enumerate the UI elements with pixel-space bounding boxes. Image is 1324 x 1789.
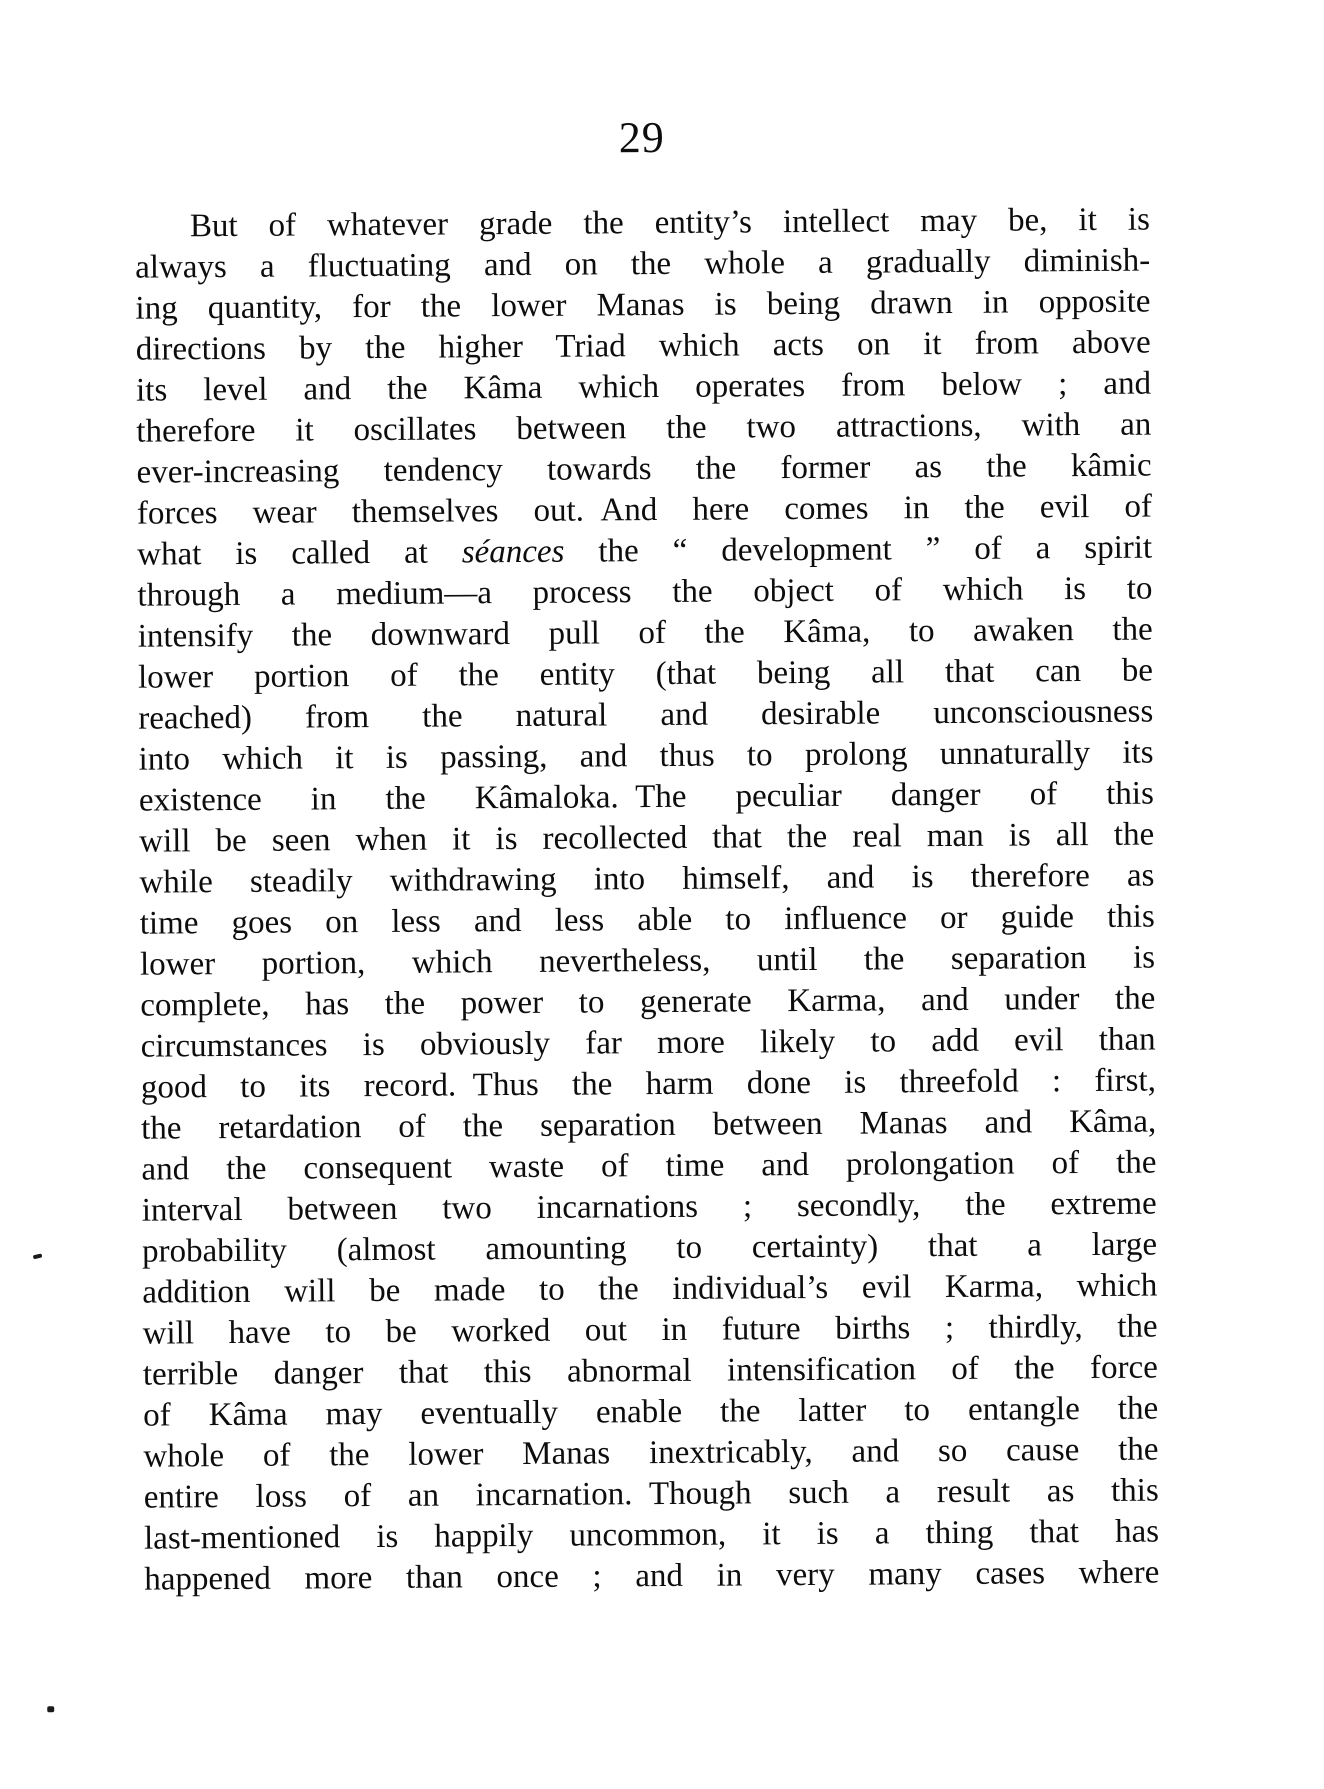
text-line — [136, 446, 1151, 494]
text-line — [135, 200, 1150, 248]
text-line — [138, 651, 1153, 699]
text-line — [143, 1430, 1158, 1478]
text-segment: always a fluctuating and on the whole a gradually diminish- — [135, 242, 1151, 286]
text-segment: what is called at — [137, 534, 462, 573]
text-line — [135, 282, 1150, 330]
text-segment: lower portion of the entity (that being all that can be — [137, 652, 1154, 696]
text-segment: into which it is passing, and thus to prolong unnaturally its — [138, 734, 1154, 778]
text-line — [140, 938, 1155, 986]
text-segment: the retardation of the separation between Manas and Kâma, — [141, 1103, 1157, 1147]
text-line — [144, 1553, 1159, 1601]
text-line — [135, 241, 1150, 289]
text-segment: probability (almost amounting to certainty) that a large — [141, 1226, 1158, 1270]
text-segment: circumstances is obviously far more likely to add evil than — [140, 1021, 1156, 1065]
text-segment: complete, has the power to generate Karma, and under the — [140, 980, 1156, 1024]
text-line — [140, 1020, 1155, 1068]
italic-word: séances — [461, 533, 565, 571]
text-line — [136, 323, 1151, 371]
text-segment: the “ development ” of a spirit — [564, 529, 1153, 570]
text-line — [136, 405, 1151, 453]
text-segment: ing quantity, for the lower Manas is being drawn in opposite — [135, 283, 1151, 327]
text-line — [137, 528, 1152, 576]
text-segment: therefore it oscillates between the two attractions, with an — [136, 406, 1152, 450]
text-line — [140, 897, 1155, 945]
text-segment: entire loss of an incarnation. Though such a result as this — [143, 1472, 1159, 1516]
text-segment: its level and the Kâma which operates from below ; and — [135, 365, 1152, 409]
text-segment: terrible danger that this abnormal intensification of the force — [142, 1349, 1159, 1393]
text-segment: will have to be worked out in future births ; thirdly, the — [142, 1308, 1158, 1352]
text-line — [143, 1348, 1158, 1396]
text-segment: lower portion, which nevertheless, until the separation is — [139, 939, 1156, 983]
text-segment: and the consequent waste of time and prolongation of the — [141, 1144, 1157, 1188]
text-line — [137, 569, 1152, 617]
text-segment: whole of the lower Manas inextricably, and so cause the — [143, 1431, 1159, 1475]
text-segment: reached) from the natural and desirable unconsciousness — [138, 693, 1154, 737]
text-segment: will be seen when it is recollected that the real man is all the — [139, 816, 1155, 860]
text-line — [139, 774, 1154, 822]
text-segment: of Kâma may eventually enable the latter to entangle the — [143, 1390, 1159, 1434]
text-line — [141, 1102, 1156, 1150]
text-line — [142, 1307, 1157, 1355]
text-segment: directions by the higher Triad which acts on it from above — [135, 324, 1151, 368]
text-segment: happened more than once ; and in very many cases where — [144, 1554, 1160, 1598]
text-segment: time goes on less and less able to influence or guide this — [139, 898, 1155, 942]
text-line — [143, 1389, 1158, 1437]
text-line — [139, 815, 1154, 863]
text-segment: through a medium—a process the object of which is to — [137, 570, 1153, 614]
text-segment: But of whatever grade the entity’s intellect may be, it is — [189, 201, 1150, 245]
text-segment: existence in the Kâmaloka. The peculiar danger of this — [138, 775, 1155, 819]
text-line — [141, 1061, 1156, 1109]
text-segment: addition will be made to the individual’s evil Karma, which — [142, 1267, 1158, 1311]
body-text — [135, 200, 1160, 1601]
text-segment: intensify the downward pull of the Kâma, to awaken the — [137, 611, 1153, 655]
scan-speck-1 — [33, 1253, 43, 1259]
text-segment: while steadily withdrawing into himself, and is therefore as — [139, 857, 1155, 901]
text-line — [142, 1266, 1157, 1314]
page-number: 29 — [618, 112, 665, 163]
text-line — [138, 692, 1153, 740]
text-line — [142, 1225, 1157, 1273]
text-line — [136, 364, 1151, 412]
text-line — [144, 1512, 1159, 1560]
text-line — [144, 1471, 1159, 1519]
text-line — [142, 1184, 1157, 1232]
text-segment: interval between two incarnations ; secondly, the extreme — [141, 1185, 1157, 1229]
scan-speck-2 — [47, 1706, 54, 1712]
text-segment: good to its record. Thus the harm done is threefold : first, — [140, 1062, 1157, 1106]
text-segment: forces wear themselves out. And here comes in the evil of — [136, 488, 1152, 532]
text-segment: ever-increasing tendency towards the former as the kâmic — [136, 447, 1152, 491]
text-line — [141, 1143, 1156, 1191]
text-segment: last-mentioned is happily uncommon, it is a thing that has — [143, 1513, 1160, 1557]
text-line — [138, 610, 1153, 658]
text-line — [139, 856, 1154, 904]
text-line — [137, 487, 1152, 535]
text-line — [140, 979, 1155, 1027]
text-line — [138, 733, 1153, 781]
